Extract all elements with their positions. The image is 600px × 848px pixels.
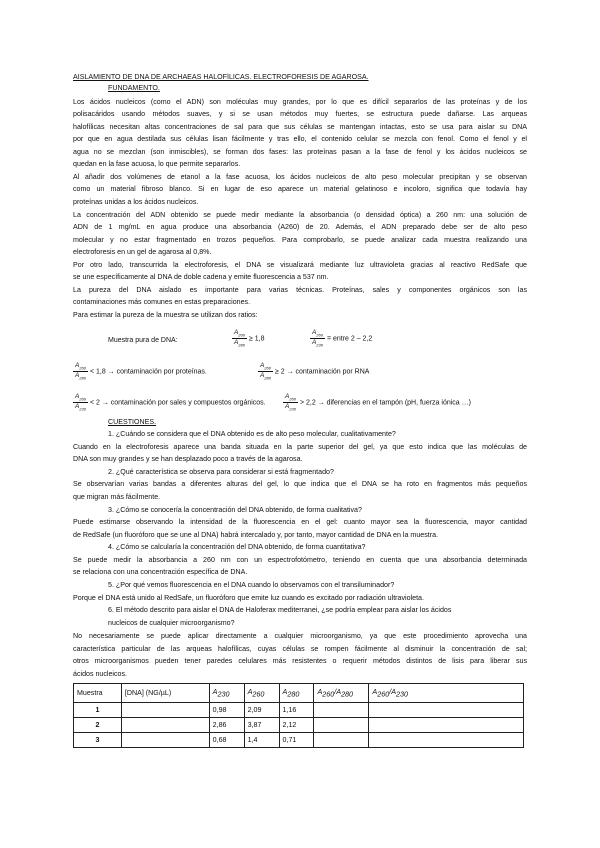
paragraph-line: Los ácidos nucleicos (como el ADN) son moléculas muy grandes, por lo que es difícil separarlos de las proteínas y de los	[73, 98, 527, 106]
cell-dna	[121, 703, 209, 718]
answer-6-line: característica particular de las arqueas halofílicas, cuyas células se rompen fácilmente al disminuir la concentración de sal;	[73, 645, 527, 653]
header-a230: $A_{230}$	[209, 684, 244, 703]
answer-6-line: otros microorganismos pueden tener paredes celulares más resistentes o requerir métodos distintos de lisis para liberar sus	[73, 657, 527, 665]
cell-a280: 1,16	[279, 703, 314, 718]
fundamento-heading: FUNDAMENTO.	[108, 84, 160, 92]
header-dna-concentration: [DNA] (NG/µL)	[121, 684, 209, 703]
ratio-260-230-pure: $\frac{A_{260}}{A_{230}}$ = entre 2 – 2,2	[312, 329, 373, 348]
header-a260: $A_{260}$	[244, 684, 279, 703]
paragraph-line: proteínas unidas a los ácidos nucleicos.	[73, 198, 199, 206]
ratio-260-280-pure: $\frac{A_{260}}{A_{280}}$ ≥ 1,8	[234, 329, 265, 348]
paragraph-line: molecular y no estar fragmentado en trozos pequeños. Para comprobarlo, se puede analizar cada muestra realizando una	[73, 236, 527, 244]
answer-3-line: de RedSafe (un fluoróforo que se une al DNA) habrá intercalado y, por tanto, mayor cantidad de DNA en la muestra.	[73, 531, 439, 539]
paragraph-line: agua no se mezclan (son inmiscibles), se forman dos fases: las proteínas pasan a la fase de fenol y los ácidos nucleicos se	[73, 148, 527, 156]
ratio-rna-contamination: $\frac{A_{260}}{A_{280}}$ ≥ 2 → contaminación por RNA	[260, 362, 370, 381]
fraction-260-230: $\frac{A_{260}}{A_{230}}$	[312, 329, 323, 348]
header-muestra: Muestra	[74, 684, 122, 703]
answer-4-line: Se puede medir la absorbancia a 260 nm con un espectrofotómetro, teniendo en cuenta que una absorbancia determinada	[73, 556, 527, 564]
cell-muestra: 3	[74, 733, 122, 748]
cell-a260: 3,87	[244, 718, 279, 733]
cell-muestra: 1	[74, 703, 122, 718]
table-header-row	[74, 684, 524, 703]
answer-1-line: Cuando en la electroforesis aparece una banda situada en la parte superior del gel, ya que esto indica que las moléculas de	[73, 443, 527, 451]
cuestiones-heading: CUESTIONES.	[108, 418, 157, 426]
ratio-salt-contamination: $\frac{A_{260}}{A_{230}}$ < 2 → contaminación por sales y compuestos orgánicos.	[75, 393, 266, 412]
paragraph-line: Para estimar la pureza de la muestra se utilizan dos ratios:	[73, 311, 258, 319]
ratio-protein-contamination: $\frac{A_{260}}{A_{280}}$ < 1,8 → contaminación por proteínas.	[75, 362, 207, 381]
answer-2-line: Se observarían varias bandas a diferentes alturas del gel, lo que indica que el DNA se ha roto en fragmentos más pequeños	[73, 480, 527, 488]
cell-muestra: 2	[74, 718, 122, 733]
cell-a230: 0,68	[209, 733, 244, 748]
cell-ratio-260-280	[314, 703, 369, 718]
fraction-260-280: $\frac{A_{260}}{A_{280}}$	[75, 362, 86, 381]
paragraph-line: Al añadir dos volúmenes de etanol a la fase acuosa, los ácidos nucleicos de alto peso molecular precipitan y se observan	[73, 173, 527, 181]
question-2: 2. ¿Qué característica se observa para considerar si está fragmentado?	[108, 468, 334, 476]
paragraph-line: Por otro lado, transcurrida la electroforesis, el DNA se visualizará mediante luz ultravioleta gracias al reactivo RedSafe que	[73, 261, 527, 269]
question-6: 6. El método descrito para aislar el DNA de Haloferax mediterranei, ¿se podría emplear para aislar los ácidos	[108, 606, 452, 614]
absorbance-table	[73, 683, 524, 748]
fraction-260-280: $\frac{A_{260}}{A_{280}}$	[260, 362, 271, 381]
question-4: 4. ¿Cómo se calcularía la concentración del DNA obtenido, de forma cuantitativa?	[108, 543, 366, 551]
cell-a260: 2,09	[244, 703, 279, 718]
answer-5-line: Porque el DNA está unido al RedSafe, un fluoróforo que emite luz cuando es excitado por radiación ultravioleta.	[73, 594, 424, 602]
cell-ratio-260-230	[369, 718, 524, 733]
question-3: 3. ¿Cómo se conocería la concentración del DNA obtenido, de forma cualitativa?	[108, 506, 362, 514]
cell-ratio-260-280	[314, 718, 369, 733]
cell-ratio-260-280	[314, 733, 369, 748]
paragraph-line: como un material fibroso blanco. Si en lugar de eso aparece un material gelatinoso e incoloro, significa que todavía hay	[73, 185, 527, 193]
answer-6-line: No necesariamente se puede aplicar directamente a cualquier microorganismo, ya que este procedimiento aprovecha una	[73, 632, 527, 640]
cell-a230: 2,86	[209, 718, 244, 733]
answer-6-line: ácidos nucleicos.	[73, 670, 128, 678]
cell-a280: 0,71	[279, 733, 314, 748]
header-a280: $A_{280}$	[279, 684, 314, 703]
table-row	[74, 733, 524, 748]
table-row	[74, 718, 524, 733]
paragraph-line: por que en agua destilada sus células lisan fácilmente y tras ello, el contenido celular se mezcla con fenol. Como el fenol y el	[73, 135, 527, 143]
cell-dna	[121, 733, 209, 748]
fraction-260-280: $\frac{A_{260}}{A_{280}}$	[234, 329, 245, 348]
muestra-pura-label: Muestra pura de DNA:	[108, 337, 178, 344]
paragraph-line: electroforesis en un gel de agarosa al 0,8%.	[73, 248, 212, 256]
paragraph-line: La concentración del ADN obtenido se puede medir mediante la absorbancia (o densidad óptica) a 260 nm: una solución de	[73, 211, 527, 219]
cell-a280: 2,12	[279, 718, 314, 733]
answer-1-line: DNA son muy grandes y se han desplazado poco a través de la agarosa.	[73, 455, 303, 463]
paragraph-line: ADN de 1 mg/mL en agua produce una absorbancia (A260) de 20. Además, el ADN preparado debe ser de alto peso	[73, 223, 527, 231]
answer-2-line: que migran más fácilmente.	[73, 493, 161, 501]
fraction-260-230: $\frac{A_{260}}{A_{230}}$	[75, 393, 86, 412]
answer-3-line: Puede estimarse observando la intensidad de la fluorescencia en el gel: cuanto mayor sea la fluorescencia, mayor cantidad	[73, 518, 527, 526]
cell-a260: 1,4	[244, 733, 279, 748]
header-ratio-260-280: $A_{260}/A_{280}$	[314, 684, 369, 703]
question-6-continued: nucleicos de cualquier microorganismo?	[108, 619, 235, 627]
cell-dna	[121, 718, 209, 733]
answer-4-line: se relaciona con una concentración específica de DNA.	[73, 568, 248, 576]
paragraph-line: contaminaciones más comunes en estas preparaciones.	[73, 298, 251, 306]
paragraph-line: se une específicamente al DNA de doble cadena y emite fluorescencia a 537 nm.	[73, 273, 329, 281]
document-title: AISLAMIENTO DE DNA DE ARCHAEAS HALOFÍLICAS. ELECTROFORESIS DE AGAROSA.	[73, 73, 369, 81]
header-ratio-260-230: $A_{260}/A_{230}$	[369, 684, 524, 703]
paragraph-line: polisacáridos usando métodos suaves, y si se usan métodos muy fuertes, se estructura puede dañarse. Las arqueas	[73, 110, 527, 118]
paragraph-line: halofílicas necesitan altas concentraciones de sal para que sus células se mantengan intactas, esto se usa para aislar su DNA	[73, 123, 527, 131]
question-1: 1. ¿Cuándo se considera que el DNA obtenido es de alto peso molecular, cualitativamente?	[108, 430, 396, 438]
ratio-buffer-differences: $\frac{A_{260}}{A_{230}}$ > 2,2 → diferencias en el tampón (pH, fuerza iónica …)	[285, 393, 471, 412]
cell-ratio-260-230	[369, 703, 524, 718]
cell-ratio-260-230	[369, 733, 524, 748]
fraction-260-230: $\frac{A_{260}}{A_{230}}$	[285, 393, 296, 412]
table-row	[74, 703, 524, 718]
paragraph-line: quedan en la fase acuosa, lo que permite separarlos.	[73, 160, 241, 168]
question-5: 5. ¿Por qué vemos fluorescencia en el DNA cuando lo observamos con el transiluminador?	[108, 581, 395, 589]
paragraph-line: La pureza del DNA aislado es importante para varias técnicas. Proteínas, sales y componentes orgánicos son las	[73, 286, 527, 294]
cell-a230: 0,98	[209, 703, 244, 718]
